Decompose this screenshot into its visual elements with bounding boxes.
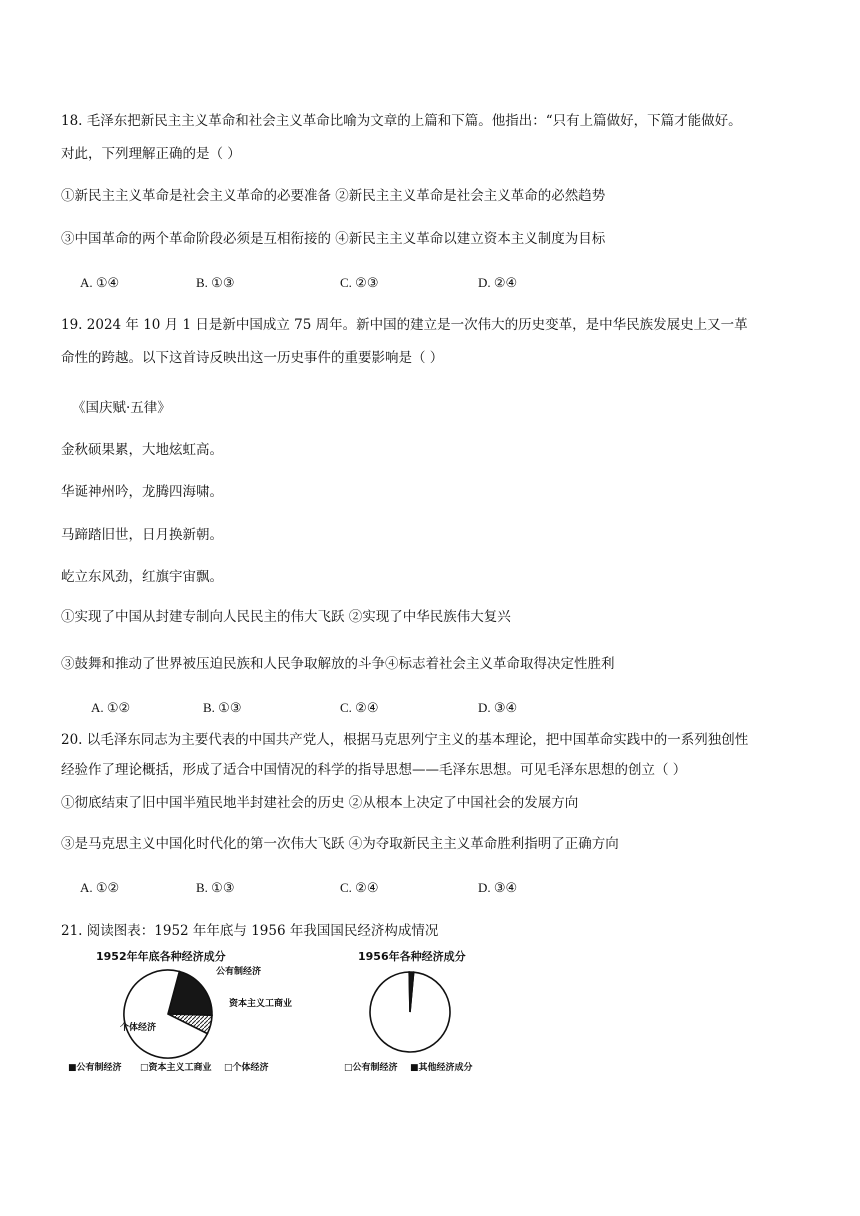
- q20-option-b[interactable]: B. ①③: [196, 880, 235, 895]
- q21-stem: 21. 阅读图表：1952 年年底与 1956 年我国国民经济构成情况: [61, 923, 439, 939]
- q19-option-c[interactable]: C. ②④: [340, 700, 379, 715]
- q19-poem-line4: 屹立东风劲，红旗宇宙飘。: [61, 569, 223, 585]
- chart-1952-legend-0: ■公有制经济: [68, 1063, 122, 1073]
- q19-statement-line1: ①实现了中国从封建专制向人民民主的伟大飞跃 ②实现了中华民族伟大复兴: [61, 609, 511, 625]
- q19-option-b[interactable]: B. ①③: [203, 700, 242, 715]
- q18-options: [80, 273, 580, 293]
- q19-option-d[interactable]: D. ③④: [478, 700, 518, 715]
- q20-option-a[interactable]: A. ①②: [80, 880, 120, 895]
- q20-statement-line1: ①彻底结束了旧中国半殖民地半封建社会的历史 ②从根本上决定了中国社会的发展方向: [61, 795, 579, 811]
- chart-1952-label-public: 公有制经济: [216, 967, 262, 977]
- q19-poem-line2: 华诞神州吟，龙腾四海啸。: [61, 484, 223, 500]
- chart-1952-legend-1: □资本主义工商业: [140, 1063, 212, 1073]
- q19-options: [91, 698, 591, 718]
- pie-1956-slices: [370, 972, 450, 1052]
- q19-stem-line1: 19. 2024 年 10 月 1 日是新中国成立 75 周年。新中国的建立是一次伟大的历史变革，是中华民族发展史上又一革: [61, 317, 748, 333]
- q18-option-c[interactable]: C. ②③: [340, 275, 379, 290]
- chart-1952-title: 1952年年底各种经济成分: [96, 950, 226, 963]
- q19-statement-line2: ③鼓舞和推动了世界被压迫民族和人民争取解放的斗争④标志着社会主义革命取得决定性胜利: [61, 656, 615, 672]
- chart-1956-legend-1: ■其他经济成分: [410, 1063, 473, 1073]
- pie-1952-slices: [124, 970, 212, 1058]
- chart-1952-label-individual: 个体经济: [120, 1023, 157, 1033]
- q20-option-d[interactable]: D. ③④: [478, 880, 518, 895]
- chart-1956-legend-0: □公有制经济: [344, 1063, 398, 1073]
- q19-poem-line1: 金秋硕果累，大地炫虹高。: [61, 442, 223, 458]
- q18-option-d[interactable]: D. ②④: [478, 275, 518, 290]
- chart-1956-title: 1956年各种经济成分: [358, 950, 466, 963]
- q19-poem-line3: 马蹄踏旧世，日月换新朝。: [61, 527, 223, 543]
- q19-option-a[interactable]: A. ①②: [91, 700, 131, 715]
- q20-statement-line2: ③是马克思主义中国化时代化的第一次伟大飞跃 ④为夺取新民主主义革命胜利指明了正确方向: [61, 836, 619, 852]
- pie-chart-1956: [338, 944, 498, 1080]
- chart-1952-label-capitalist: 资本主义工商业: [229, 999, 293, 1009]
- q20-options: [80, 878, 580, 898]
- q19-poem-title: 《国庆赋·五律》: [72, 400, 171, 416]
- pie-chart-1952: [64, 944, 304, 1080]
- q20-option-c[interactable]: C. ②④: [340, 880, 379, 895]
- q18-statement-line1: ①新民主主义革命是社会主义革命的必要准备 ②新民主主义革命是社会主义革命的必然趋势: [61, 188, 606, 204]
- q18-option-a[interactable]: A. ①④: [80, 275, 120, 290]
- chart-1952-legend-2: □个体经济: [224, 1063, 269, 1073]
- q18-stem-line1: 18. 毛泽东把新民主主义革命和社会主义革命比喻为文章的上篇和下篇。他指出：“只有上篇做好，下篇才能做好。: [61, 113, 742, 129]
- q20-stem-line1: 20. 以毛泽东同志为主要代表的中国共产党人，根据马克思列宁主义的基本理论，把中国革命实践中的一系列独创性: [61, 732, 749, 748]
- q20-stem-line2: 经验作了理论概括，形成了适合中国情况的科学的指导思想——毛泽东思想。可见毛泽东思想的创立（ ）: [61, 762, 687, 778]
- q18-stem-line2: 对此，下列理解正确的是（ ）: [61, 146, 241, 162]
- q18-statement-line2: ③中国革命的两个革命阶段必须是互相衔接的 ④新民主主义革命以建立资本主义制度为目标: [61, 231, 606, 247]
- q18-option-b[interactable]: B. ①③: [196, 275, 235, 290]
- q19-stem-line2: 命性的跨越。以下这首诗反映出这一历史事件的重要影响是（ ）: [61, 350, 444, 366]
